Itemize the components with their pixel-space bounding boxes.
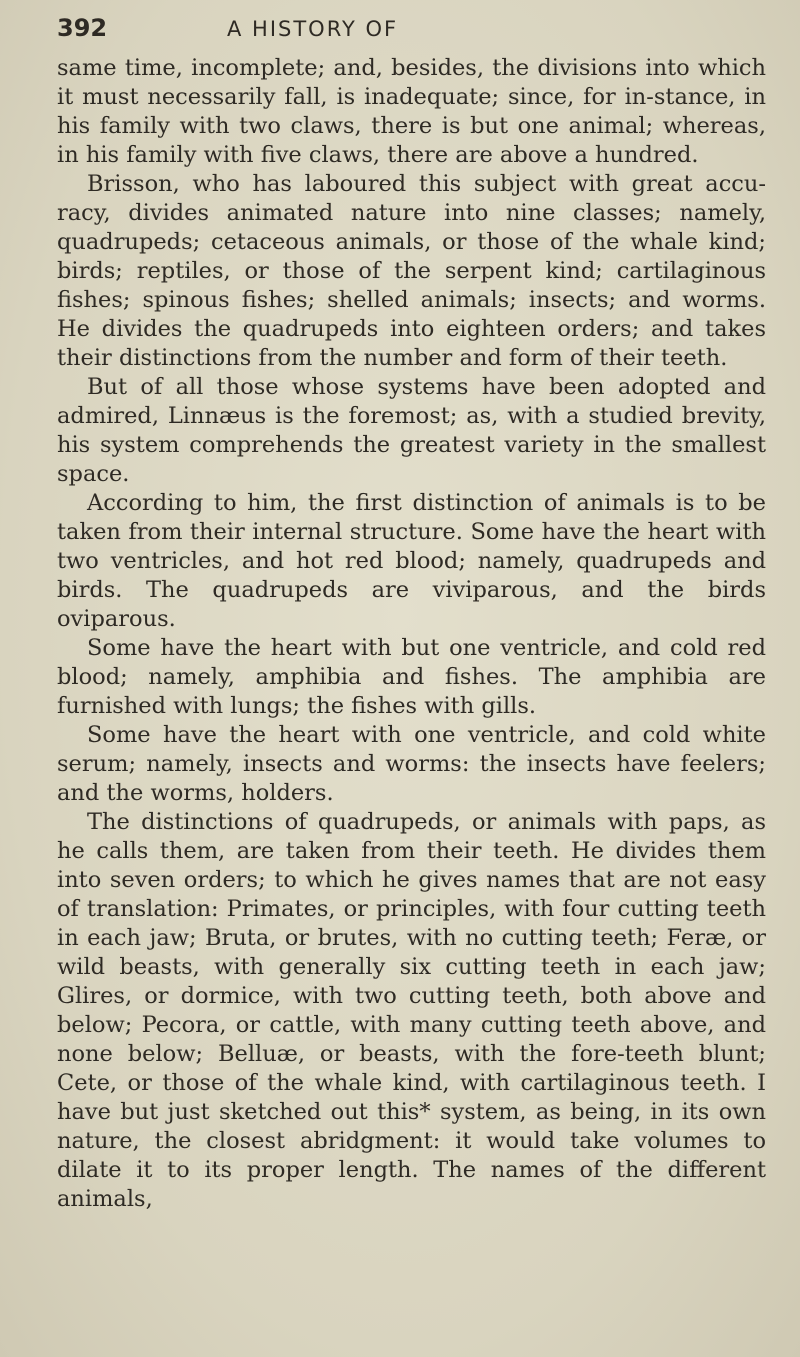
paragraph-brisson: Brisson, who has laboured this subject with great accu-racy, divides animated nature into nine classes; namely, quadrupeds; cetaceous animals, or those of the whale kind; birds; reptiles, or those of the serpent kind; cartilaginous fishes; spinous fishes; shelled animals; insects; and worms. He divides the quadrupeds into eighteen orders; and takes their distinctions from the number and form of their teeth. bbox=[57, 171, 766, 371]
running-title: A HISTORY OF bbox=[227, 17, 399, 41]
paragraph-insects: Some have the heart with one ventricle, and cold white serum; namely, insects and worms: the insects have feelers; and the worms, holders. bbox=[57, 722, 766, 806]
running-head bbox=[57, 14, 766, 54]
paragraph-amphibia: Some have the heart with but one ventricle, and cold red blood; namely, amphibia and fishes. The amphibia are furnished with lungs; the fishes with gills. bbox=[57, 635, 766, 719]
paragraph-first-distinction: According to him, the first distinction of animals is to be taken from their internal structure. Some have the heart with two ventricles, and hot red blood; namely, quadrupeds and birds. The quadrupeds are viviparous, and the birds oviparous. bbox=[57, 490, 766, 632]
paragraph-quadruped-orders: The distinctions of quadrupeds, or animals with paps, as he calls them, are taken from their teeth. He divides them into seven orders; to which he gives names that are not easy of translation: Primates, or principles, with four cutting teeth in each jaw; Bruta, or brutes, with no cutting teeth; Feræ, or wild beasts, with generally six cutting teeth in each jaw; Glires, or dormice, with two cutting teeth, both above and below; Pecora, or cattle, with many cutting teeth above, and none below; Belluæ, or beasts, with the fore-teeth blunt; Cete, or those of the whale kind, with cartilaginous teeth. I have but just sketched out this* system, as being, in its own nature, the closest abridgment: it would take volumes to dilate it to its proper length. The names of the different animals, bbox=[57, 809, 766, 1212]
paragraph-continuation: same time, incomplete; and, besides, the divisions into which it must necessarily fall, is inadequate; since, for in-stance, in his family with two claws, there is but one animal; whereas, in his family with five claws, there are above a hundred. bbox=[57, 55, 766, 168]
page-number: 392 bbox=[57, 14, 108, 42]
body-text bbox=[57, 54, 766, 1214]
paragraph-linnaeus: But of all those whose systems have been adopted and admired, Linnæus is the foremost; as, with a studied brevity, his system comprehends the greatest variety in the smallest space. bbox=[57, 374, 766, 487]
